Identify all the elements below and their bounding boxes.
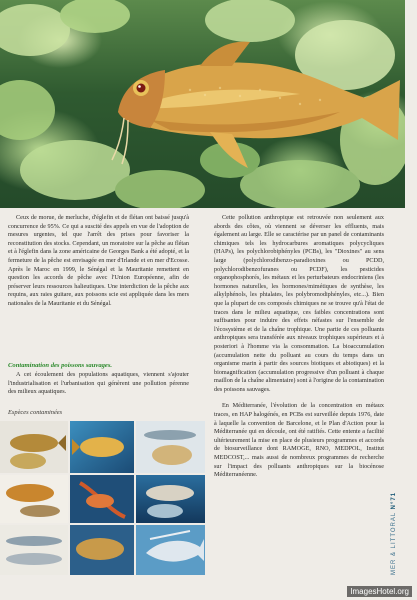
left-column [8, 214, 189, 309]
issue-number: N°71 [391, 491, 397, 510]
contaminated-species-collage [0, 421, 205, 575]
right-paragraph-1: Cette pollution anthropique est retrouvée non seulement aux abords des côtes, où viennent se déverser les effluents, mais également au large. Elle se caractérise par un panel de contaminants chimiques tels les hydrocarbures aromatiques polycycliques (HAPs), les polychlorobiphényles (PCBs), les "Dioxines" au sens large (polychlorodibenzo-paradioxines ou PCDD, polychlorodibenzofuranes ou PCDF), les pesticides organophosphorés, les métaux et les perturbateurs endocriniens (les hormones naturelles, les hormones/mimétiques de synthèse, les alkylphénols, les phtalates, les polybromodiphényles, etc...). Bien que la plupart de ces composés chimiques ne se trouve qu'à l'état de traces dans le milieu aquatique, ces faibles concentrations sont suffisantes pour induire des effets néfastes sur l'ensemble de l'écosystème et de la chaîne trophique. Une partie de ces polluants anthropiques sera transférée aux niveaux trophiques supérieurs et à posteriori à l'homme via la consommation. La bioaccumulation (accumulation nette du polluant au cours du temps dans un organisme marin à partir des sources biotiques et abiotiques) et la biomagnification (accumulation progressive d'un polluant à chaque maillon de la chaîne alimentaire) sont à l'origine de la contamination des poissons sauvages. [214, 214, 384, 393]
subheading-contamination: Contamination des poissons sauvages. [8, 362, 113, 369]
species-collage-image [0, 421, 205, 575]
right-paragraph-2: En Méditerranée, l'évolution de la concentration en métaux traces, en HAP halogénés, en PCBs est surveillée depuis 1976, date à laquelle la convention de Barcelone, et le Plan d'Action pour la Méditerranée qui en découle, ont été ratifiés. Cette entente a facilité ultérieurement la mise en place de plusieurs programmes et accords de biosurveillance dont RAMOGE, RNO, MEDPOL, Institut MEDCOST,... mais aussi de nombreux programmes de recherche sur l'impact des polluants anthropiques sur la biocénose Méditerranéenne. [214, 402, 384, 479]
left-paragraph-2: A cet écoulement des populations aquatiques, viennent s'ajouter l'industrialisation et l'urbanisation qui génèrent une pollution pérenne des milieux aquatiques. [8, 371, 189, 396]
section-label-text: MER & LITTORAL [391, 511, 397, 575]
section-label [391, 492, 397, 575]
watermark: ImagesHotel.org [347, 586, 412, 597]
species-caption: Espèces contaminées [8, 409, 63, 416]
hero-photo-red-mullet [0, 0, 405, 208]
fish-illustration [0, 0, 405, 208]
left-column-2 [8, 371, 189, 397]
left-paragraph-1: Ceux de morue, de merluche, d'églefin et de flétan ont baissé jusqu'à concurrence de 95%. Ce qui a suscité des appels en vue de l'adoption de mesures urgentes, tel que l'arrêt des prises pour favoriser la reconstitution des stocks. Cependant, un moratoire sur la pêche au flétan et à l'églefin dans la zone américaine de Georges Bank a été adopté, et la fermeture de la pêche est envisagée en mer d'Irlande et en mer d'Ecosse. Après le Maroc en 1999, le Sénégal et la Mauritanie remettent en question les accords de pêche avec l'Union Européenne, afin de préserver leurs ressources halieutiques. Une interdiction de la pêche aux requins, aux raies guitare, aux poissons scie est appliquée dans les mers nationales de la Mauritanie et du Sénégal. [8, 214, 189, 307]
right-column [214, 214, 384, 480]
